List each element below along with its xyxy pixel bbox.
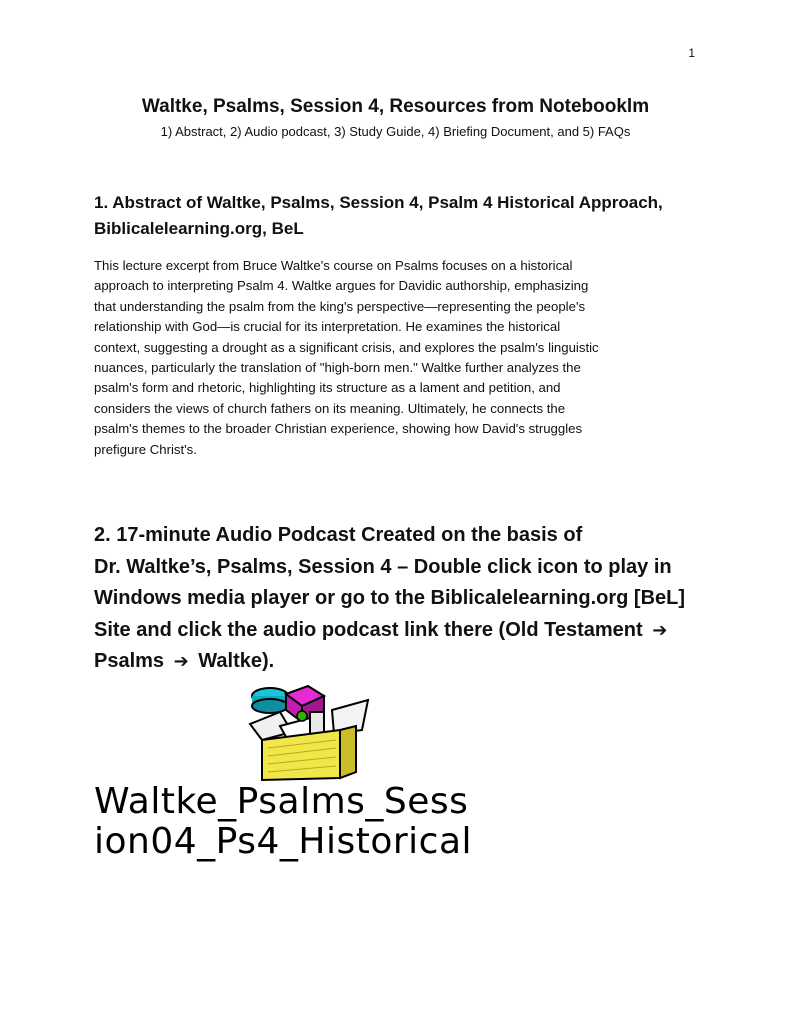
podcast-heading-text: Psalms bbox=[94, 650, 165, 672]
podcast-heading-line: 2. 17-minute Audio Podcast Created on the basis of bbox=[94, 524, 583, 546]
package-icon[interactable] bbox=[240, 682, 374, 782]
abstract-line: nuances, particularly the translation of "high-born men." Waltke further analyzes the bbox=[94, 360, 581, 376]
abstract-line: that understanding the psalm from the king's perspective—representing the people's bbox=[94, 298, 586, 314]
podcast-heading-line bbox=[94, 646, 714, 678]
abstract-line: relationship with God—is crucial for its interpretation. He examines the historical bbox=[94, 319, 561, 335]
abstract-line: considers the views of church fathers on its meaning. Ultimately, he connects the bbox=[94, 400, 566, 416]
attachment-filename[interactable] bbox=[94, 782, 530, 862]
document-title: Waltke, Psalms, Session 4, Resources from Notebooklm bbox=[141, 96, 650, 117]
abstract-text bbox=[94, 256, 694, 460]
abstract-line: context, suggesting a drought as a significant crisis, and explores the psalm's linguistic bbox=[94, 339, 599, 355]
abstract-line: prefigure Christ's. bbox=[94, 441, 197, 457]
abstract-heading-line: Biblicalelearning.org, BeL bbox=[94, 219, 304, 238]
attachment-filename-line: Waltke_Psalms_Sess bbox=[94, 782, 469, 822]
podcast-heading-text: Site and click the audio podcast link there (Old Testament bbox=[94, 618, 643, 641]
podcast-heading bbox=[94, 520, 714, 678]
page-number: 1 bbox=[688, 46, 695, 60]
abstract-line: This lecture excerpt from Bruce Waltke's course on Psalms focuses on a historical bbox=[94, 258, 573, 273]
abstract-heading bbox=[94, 190, 714, 242]
abstract-heading-line: 1. Abstract of Waltke, Psalms, Session 4, Psalm 4 Historical Approach, bbox=[94, 193, 663, 212]
abstract-line: approach to interpreting Psalm 4. Waltke argues for Davidic authorship, emphasizing bbox=[94, 278, 589, 294]
podcast-heading-line bbox=[94, 615, 714, 647]
podcast-heading-line: Dr. Waltke’s, Psalms, Session 4 – Double click icon to play in bbox=[94, 555, 672, 578]
podcast-heading-text: Waltke). bbox=[198, 650, 275, 672]
abstract-line: psalm's themes to the broader Christian experience, showing how David's struggles bbox=[94, 421, 583, 437]
attachment-filename-line: ion04_Ps4_Historical bbox=[94, 821, 473, 862]
arrow-right-icon: ➔ bbox=[652, 619, 668, 641]
arrow-right-icon: ➔ bbox=[173, 651, 189, 672]
podcast-heading-line: Windows media player or go to the Biblicalelearning.org [BeL] bbox=[94, 587, 686, 609]
document-subtitle: 1) Abstract, 2) Audio podcast, 3) Study Guide, 4) Briefing Document, and 5) FAQs bbox=[160, 124, 631, 139]
abstract-line: psalm's form and rhetoric, highlighting its structure as a lament and petition, and bbox=[94, 380, 561, 396]
